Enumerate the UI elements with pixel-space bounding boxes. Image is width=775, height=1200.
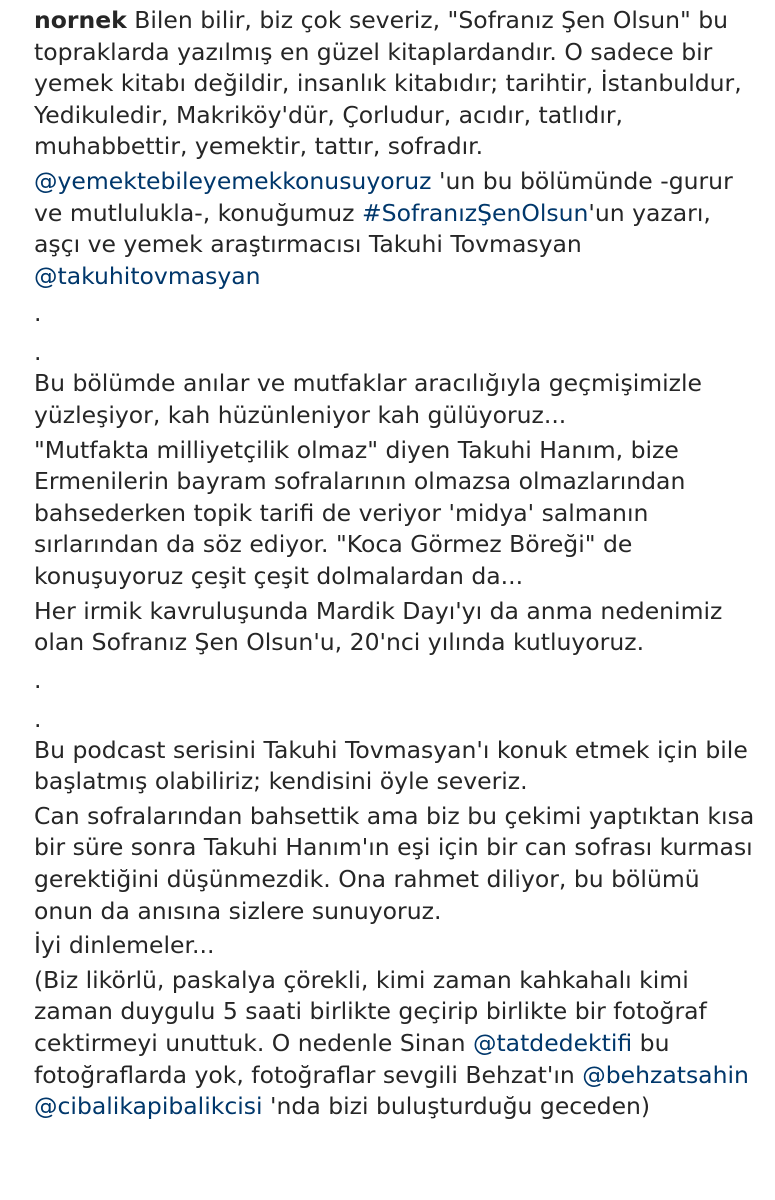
caption-paragraph: Bu podcast serisini Takuhi Tovmasyan'ı konuk etmek için bile başlatmış olabiliriz; kendisini öyle severiz. xyxy=(34,735,748,796)
caption-paragraph-intro xyxy=(34,5,759,163)
caption-dot-separator: . xyxy=(34,665,42,694)
caption-paragraph: Bu bölümde anılar ve mutfaklar aracılığıyla geçmişimizle yüzleşiyor, kah hüzünleniyor kah gülüyoruz... xyxy=(34,369,702,429)
hashtag-link[interactable]: #SofranızŞenOlsun xyxy=(361,198,589,227)
caption-paragraph: Can sofralarından bahsettik ama biz bu çekimi yaptıktan kısa bir süre sonra Takuhi Hanım'ın eşi için bir can sofrası kurması gerektiğini düşünmezdik. Ona rahmet diliyor, bu bölümü onun da anısına sizlere sunuyoruz. xyxy=(34,801,755,925)
mention-link[interactable]: @takuhitovmasyan xyxy=(34,261,261,290)
caption-text: 'un bu bölümünde -gurur ve mutlulukla-, konuğumuz xyxy=(34,166,733,227)
mention-link[interactable]: @tatdedektifi xyxy=(472,1029,633,1058)
caption-dot-separator: . xyxy=(34,299,42,328)
caption-paragraph: "Mutfakta milliyetçilik olmaz" diyen Takuhi Hanım, bize Ermenilerin bayram sofralarının olmazsa olmazlarından bahsederken topik tarifi de veriyor 'midya' salmanın sırlarından da söz ediyor. "Koca Görmez Böreği" de konuşuyoruz çeşit çeşit dolmalardan da... xyxy=(34,435,686,590)
caption-text: bu fotoğraflarda yok, fotoğraflar sevgili Behzat'ın xyxy=(34,1029,670,1089)
mention-link[interactable]: @behzatsahin xyxy=(582,1060,749,1089)
caption-text: Bilen bilir, biz çok severiz, "Sofranız Şen Olsun" bu topraklarda yazılmış en güzel kitaplardandır. O sadece bir yemek kitabı değildir, insanlık kitabıdır; tarihtir, İstanbuldur, Yedikuledir, Makriköy'dür, Çorludur, acıdır, tatlıdır, muhabbettir, yemektir, tattır, sofradır. xyxy=(34,6,742,161)
caption-paragraph: Her irmik kavruluşunda Mardik Dayı'yı da anma nedenimiz olan Sofranız Şen Olsun'u, 20'nci yılında kutluyoruz. xyxy=(34,596,723,657)
post-caption xyxy=(34,5,759,1129)
caption-paragraph-credits xyxy=(34,965,759,1123)
caption-text: (Biz likörlü, paskalya çörekli, kimi zaman kahkahalı kimi zaman duygulu 5 saati birlikte geçirip birlikte bir fotoğraf cektirmeyi unuttuk. O nedenle Sinan xyxy=(34,965,707,1058)
caption-paragraph: İyi dinlemeler... xyxy=(34,931,215,960)
mention-link[interactable]: @cibalikapibalikcisi xyxy=(34,1092,263,1121)
username-link[interactable]: nornek xyxy=(34,6,127,34)
caption-dot-separator: . xyxy=(34,338,42,367)
caption-dot-separator: . xyxy=(34,704,42,733)
caption-paragraph-episode xyxy=(34,166,759,292)
caption-text: 'nda bizi buluşturduğu geceden) xyxy=(262,1092,651,1121)
mention-link[interactable]: @yemektebileyemekkonusuyoruz xyxy=(34,166,432,195)
caption-text: 'un yazarı, aşçı ve yemek araştırmacısı Takuhi Tovmasyan xyxy=(34,198,711,259)
